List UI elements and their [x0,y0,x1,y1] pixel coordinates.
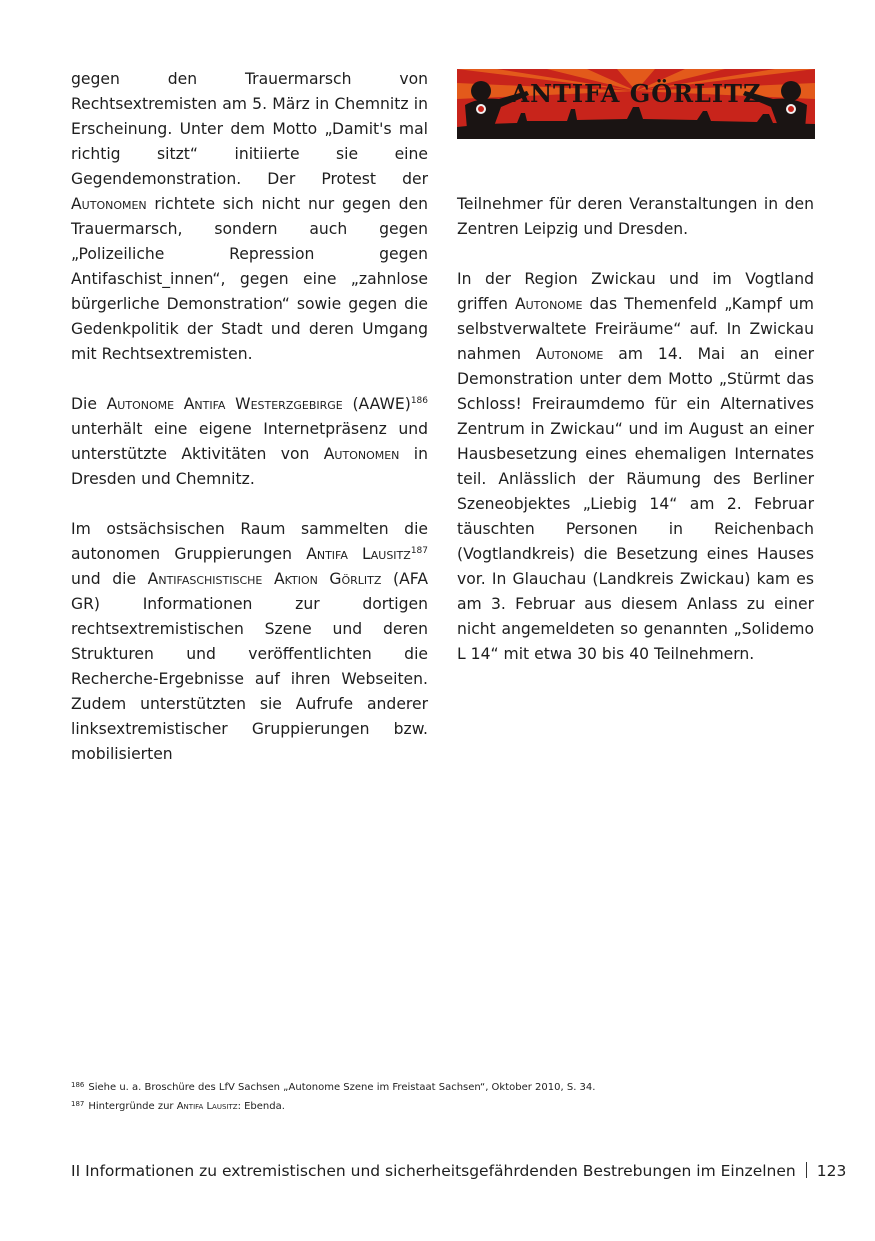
paragraph-2: Die Autonome Antifa Westerzgebirge (AAWE)$^{186}$ unterhält eine eigene Internetpräsenz und unterstützte Aktivitäten von Autonomen in Dresden und Chemnitz. [71,395,428,488]
footer-chapter-title: II Informationen zu extremistischen und sicherheitsgefährdenden Bestrebungen im Einzelnen [71,1162,796,1180]
small-caps-term: Autonome [514,295,583,313]
footnote-ref-186[interactable]: 186 [410,396,428,406]
page-footer [71,1159,847,1183]
small-caps-term: Antifa Lausitz [306,545,411,563]
left-column [71,67,428,792]
small-caps-term: Autonome [535,345,604,363]
footnote-ref-187[interactable]: 187 [410,546,428,556]
small-caps-term: Autonomen [71,195,147,213]
banner-title: ANTIFA GÖRLITZ [510,79,762,108]
small-caps-term: Autonome Antifa Westerzgebirge [106,395,343,413]
antifa-goerlitz-banner [457,69,815,139]
paragraph-3: Im ostsächsischen Raum sammelten die autonomen Gruppierungen Antifa Lausitz$^{187}$ und die Antifaschistische Aktion Görlitz (AFA GR) Informationen zur dortigen rechtsextremistischen Szene und deren Strukturen und veröffentlichten die Recherche-Ergebnisse auf ihren Webseiten. Zudem unterstützten sie Aufrufe anderer linksextremistischer Gruppierungen bzw. mobilisierten [71,520,428,763]
page-number: 123 [816,1162,847,1180]
banner-image [457,69,815,139]
small-caps-term: Autonomen [323,445,400,463]
paragraph-4: Teilnehmer für deren Veranstaltungen in den Zentren Leipzig und Dresden. [457,195,814,238]
footer-divider [806,1162,807,1178]
footnote-186: $^{186}$ Siehe u. a. Broschüre des LfV Sachsen „Autonome Szene im Freistaat Sachsen“, Oktober 2010, S. 34. [71,1081,596,1093]
paragraph-1: gegen den Trauermarsch von Rechtsextremisten am 5. März in Chemnitz in Erscheinung. Unter dem Motto „Damit's mal richtig sitzt“ initiierte sie eine Gegendemonstration. Der Protest der Autonomen richtete sich nicht nur gegen den Trauermarsch, sondern auch gegen „Polizeiliche Repression gegen Antifaschist_innen“, gegen eine „zahnlose bürgerliche Demonstration“ sowie gegen die Gedenkpolitik der Stadt und deren Umgang mit Rechtsextremisten. [71,70,428,363]
footnotes [71,1078,815,1116]
footnote-187: $^{187}$ Hintergründe zur Antifa Lausitz: Ebenda. [71,1100,285,1112]
small-caps-term: Antifaschistische Aktion Görlitz [147,570,382,588]
right-column [457,192,814,692]
paragraph-5: In der Region Zwickau und im Vogtland griffen Autonome das Themenfeld „Kampf um selbstverwaltete Freiräume“ auf. In Zwickau nahmen Autonome am 14. Mai an einer Demonstration unter dem Motto „Stürmt das Schloss! Freiraumdemo für ein Alternatives Zentrum in Zwickau“ und im August an einer Hausbesetzung eines ehemaligen Internates teil. Anlässlich der Räumung des Berliner Szeneobjektes „Liebig 14“ am 2. Februar täuschten Personen in Reichenbach (Vogtlandkreis) die Besetzung eines Hauses vor. In Glauchau (Landkreis Zwickau) kam es am 3. Februar aus diesem Anlass zu einer nicht angemeldeten so genannten „Solidemo L 14“ mit etwa 30 bis 40 Teilnehmern. [457,270,814,663]
